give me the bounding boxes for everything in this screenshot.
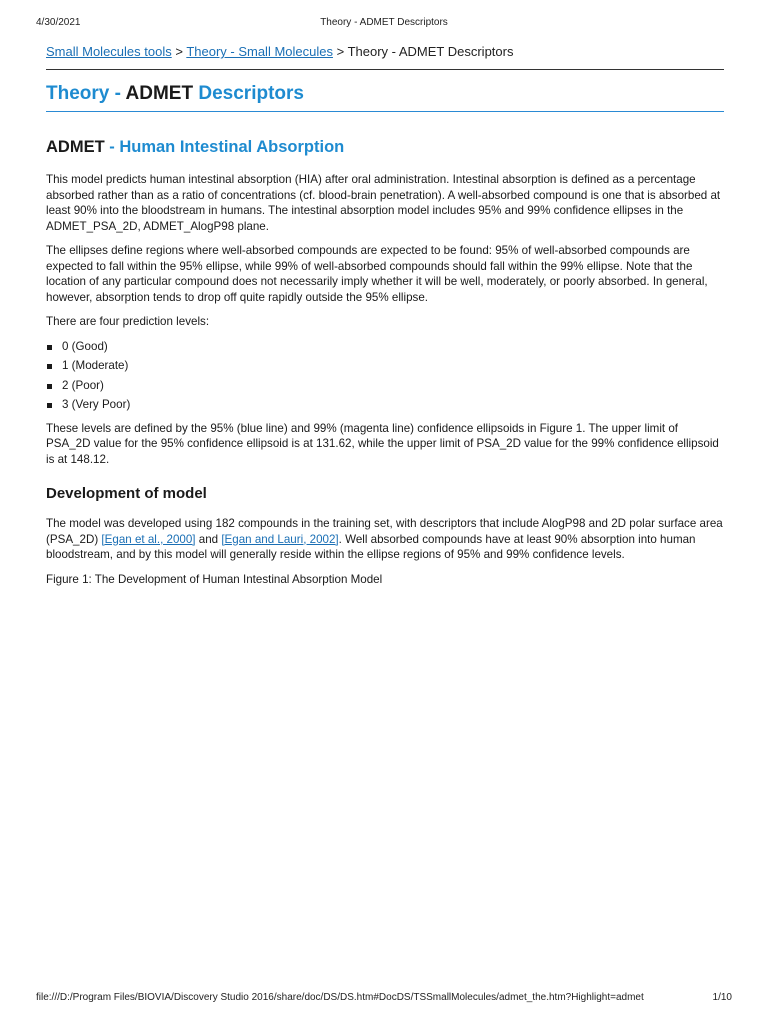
paragraph: These levels are defined by the 95% (blue line) and 99% (magenta line) confidence ellipsoids in Figure 1. The upper limit of PSA_2D value for the 95% confidence ellipsoid is at 131.62, while the upper limit of PSA_2D value for the 99% confidence ellipsoid is at 148.12. bbox=[46, 421, 719, 466]
page-title bbox=[46, 83, 724, 112]
list-item: 0 (Good) bbox=[46, 339, 724, 355]
paragraph-text: The model was developed using 182 compounds in the training set, with descriptors that include AlogP98 and 2D polar surface area (PSA_2D) bbox=[46, 517, 723, 546]
article-body bbox=[46, 138, 724, 596]
section-title-part: - Human Intestinal Absorption bbox=[104, 138, 345, 156]
section-title-part: ADMET bbox=[46, 138, 105, 156]
reference-link-egan-2000[interactable]: [Egan et al., 2000] bbox=[101, 532, 196, 546]
figure-caption: Figure 1: The Development of Human Intestinal Absorption Model bbox=[46, 572, 383, 586]
print-url: file:///D:/Program Files/BIOVIA/Discovery Studio 2016/share/doc/DS/DS.htm#DocDS/TSSmallMolecules/admet_the.htm?Highlight=admet bbox=[36, 992, 644, 1003]
list-item: 3 (Very Poor) bbox=[46, 397, 724, 413]
print-title: Theory - ADMET Descriptors bbox=[320, 17, 448, 28]
print-date: 4/30/2021 bbox=[36, 17, 81, 28]
breadcrumb-separator: > bbox=[171, 44, 187, 59]
prediction-levels-list bbox=[46, 339, 724, 413]
breadcrumb-link-small-molecules-tools[interactable]: Small Molecules tools bbox=[46, 44, 172, 59]
paragraph: The ellipses define regions where well-absorbed compounds are expected to be found: 95% of well-absorbed compounds are expected to fall within the 95% ellipse, while 99% of well-absorbed compounds should fall within the 99% ellipse. Note that the location of any particular compound does not necessarily imply whether it will be well, moderately, or poorly absorbed. In general, however, absorption tends to drop off quite rapidly outside the 95% ellipse. bbox=[46, 244, 708, 304]
reference-link-egan-lauri-2002[interactable]: [Egan and Lauri, 2002] bbox=[221, 532, 339, 546]
page-number: 1/10 bbox=[712, 992, 732, 1003]
breadcrumb-separator: > bbox=[332, 44, 348, 59]
paragraph: This model predicts human intestinal absorption (HIA) after oral administration. Intestinal absorption is defined as a percentage absorbed rather than as a ratio of concentrations (cf. blood-brain penetration). A well-absorbed compound is one that is absorbed at least 90% into the bloodstream in humans. The intestinal absorption model includes 95% and 99% confidence ellipses in the ADMET_PSA_2D, ADMET_AlogP98 plane. bbox=[46, 173, 721, 233]
list-item: 1 (Moderate) bbox=[46, 358, 724, 374]
page-title-part: ADMET bbox=[125, 83, 194, 104]
print-footer bbox=[36, 992, 732, 1006]
print-header bbox=[36, 17, 732, 31]
breadcrumb bbox=[46, 44, 724, 70]
list-item: 2 (Poor) bbox=[46, 378, 724, 394]
paragraph: There are four prediction levels: bbox=[46, 315, 210, 328]
page-title-part: Descriptors bbox=[193, 83, 304, 104]
breadcrumb-link-theory-small-molecules[interactable]: Theory - Small Molecules bbox=[186, 44, 333, 59]
breadcrumb-current: Theory - ADMET Descriptors bbox=[347, 44, 514, 59]
paragraph-text: and bbox=[195, 532, 222, 546]
section-title bbox=[46, 138, 724, 157]
paragraph-text: . Well absorbed compounds have at least 90% absorption into human bloodstream, and by this model will generally reside within the ellipse regions of 95% and 99% confidence levels. bbox=[46, 532, 696, 561]
paragraph bbox=[46, 516, 724, 563]
subsection-title: Development of model bbox=[46, 485, 207, 502]
page-title-part: Theory - bbox=[46, 83, 126, 104]
